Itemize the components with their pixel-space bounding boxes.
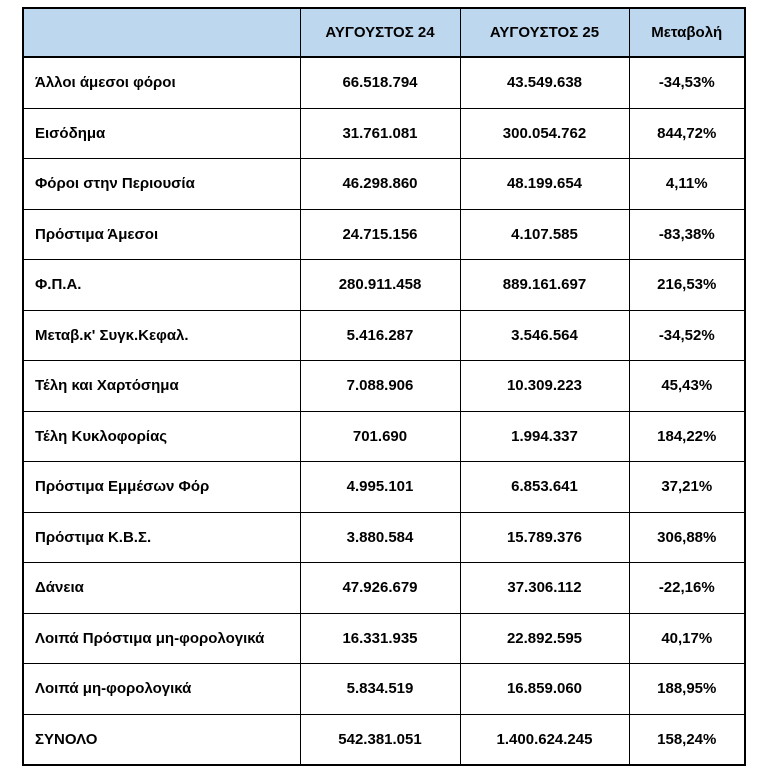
header-august-25: ΑΥΓΟΥΣΤΟΣ 25 [460,8,629,57]
header-row [23,8,745,57]
aug25-value: 1.994.337 [460,411,629,462]
change-value: -22,16% [629,563,745,614]
table-row [23,159,745,210]
change-value: 216,53% [629,260,745,311]
aug25-value: 300.054.762 [460,108,629,159]
header-change: Μεταβολή [629,8,745,57]
row-label: Τέλη και Χαρτόσημα [23,361,300,412]
aug24-value: 280.911.458 [300,260,460,311]
aug25-value: 3.546.564 [460,310,629,361]
aug24-value: 31.761.081 [300,108,460,159]
header-empty-cell [23,8,300,57]
row-label: Δάνεια [23,563,300,614]
table-row [23,664,745,715]
change-value: -34,53% [629,57,745,108]
table-row [23,108,745,159]
row-label: Άλλοι άμεσοι φόροι [23,57,300,108]
change-value: -83,38% [629,209,745,260]
aug24-value: 47.926.679 [300,563,460,614]
change-value: 188,95% [629,664,745,715]
aug25-value: 16.859.060 [460,664,629,715]
aug25-value: 4.107.585 [460,209,629,260]
row-label: Φόροι στην Περιουσία [23,159,300,210]
aug24-value: 46.298.860 [300,159,460,210]
table-row [23,563,745,614]
table-row [23,462,745,513]
row-label: Πρόστιμα Εμμέσων Φόρ [23,462,300,513]
aug25-value: 48.199.654 [460,159,629,210]
change-value: 45,43% [629,361,745,412]
change-value: 158,24% [629,714,745,765]
aug25-value: 15.789.376 [460,512,629,563]
table-row [23,209,745,260]
row-label: Φ.Π.Α. [23,260,300,311]
row-label: Λοιπά Πρόστιμα μη-φορολογικά [23,613,300,664]
table-row [23,411,745,462]
table-row [23,260,745,311]
row-label: Πρόστιμα Άμεσοι [23,209,300,260]
change-value: 844,72% [629,108,745,159]
tax-comparison-table [22,7,746,766]
aug25-value: 43.549.638 [460,57,629,108]
aug25-value: 10.309.223 [460,361,629,412]
aug24-value: 5.834.519 [300,664,460,715]
aug24-value: 3.880.584 [300,512,460,563]
aug25-value: 22.892.595 [460,613,629,664]
change-value: 4,11% [629,159,745,210]
aug24-value: 701.690 [300,411,460,462]
aug24-value: 4.995.101 [300,462,460,513]
change-value: 40,17% [629,613,745,664]
aug25-value: 6.853.641 [460,462,629,513]
aug24-value: 542.381.051 [300,714,460,765]
aug25-value: 889.161.697 [460,260,629,311]
table-row [23,361,745,412]
change-value: 184,22% [629,411,745,462]
row-label: Πρόστιμα Κ.Β.Σ. [23,512,300,563]
table-row-total [23,714,745,765]
change-value: 37,21% [629,462,745,513]
row-label: Μεταβ.κ' Συγκ.Κεφαλ. [23,310,300,361]
aug25-value: 1.400.624.245 [460,714,629,765]
aug24-value: 16.331.935 [300,613,460,664]
row-label: Τέλη Κυκλοφορίας [23,411,300,462]
aug25-value: 37.306.112 [460,563,629,614]
aug24-value: 7.088.906 [300,361,460,412]
aug24-value: 24.715.156 [300,209,460,260]
table-row [23,310,745,361]
table-row [23,613,745,664]
aug24-value: 5.416.287 [300,310,460,361]
change-value: -34,52% [629,310,745,361]
header-august-24: ΑΥΓΟΥΣΤΟΣ 24 [300,8,460,57]
row-label-total: ΣΥΝΟΛΟ [23,714,300,765]
row-label: Εισόδημα [23,108,300,159]
row-label: Λοιπά μη-φορολογικά [23,664,300,715]
table-row [23,512,745,563]
change-value: 306,88% [629,512,745,563]
table-row [23,57,745,108]
aug24-value: 66.518.794 [300,57,460,108]
